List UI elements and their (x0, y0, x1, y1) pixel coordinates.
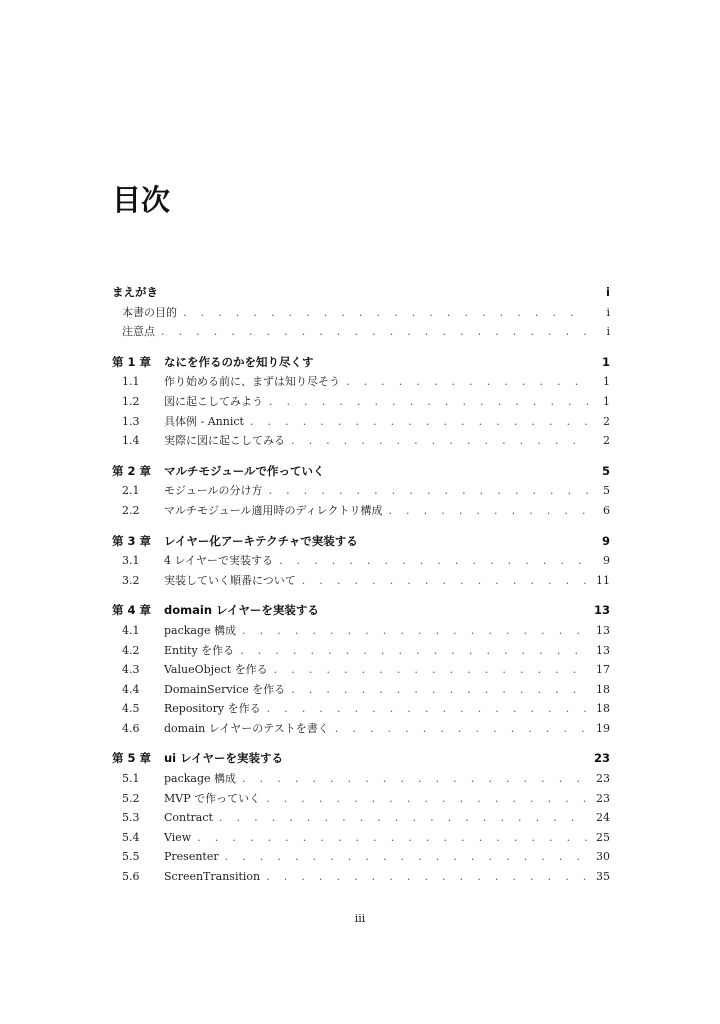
entry-page: 9 (603, 554, 610, 568)
entry-number: 4.4 (122, 682, 140, 696)
entry-title: Entity を作る (164, 643, 235, 657)
dot-leader (274, 660, 588, 680)
toc-section-row[interactable] (112, 392, 610, 412)
entry-page: i (606, 305, 610, 319)
toc-section-row[interactable] (112, 412, 610, 432)
toc-section-row[interactable] (112, 699, 610, 719)
entry-page: 23 (596, 791, 610, 805)
entry-number: 4.2 (122, 643, 140, 657)
entry-number: 4.5 (122, 702, 140, 716)
entry-title: 具体例 - Annict (164, 414, 244, 428)
entry-page: i (606, 325, 610, 339)
entry-number: 1.4 (122, 434, 140, 448)
entry-page: 2 (603, 414, 610, 428)
entry-title: 作り始める前に、まずは知り尽そう (164, 375, 340, 389)
entry-title: モジュールの分け方 (164, 484, 263, 498)
entry-title: domain レイヤーのテストを書く (164, 721, 329, 735)
entry-title: 4 レイヤーで実装する (164, 554, 273, 568)
dot-leader (291, 680, 588, 700)
entry-number: 4.1 (122, 623, 140, 637)
entry-page: 19 (596, 721, 610, 735)
toc-section-row[interactable] (112, 372, 610, 392)
entry-number: 2.1 (122, 484, 140, 498)
toc-section-row[interactable] (112, 481, 610, 501)
dot-leader (302, 571, 588, 591)
toc-chapter-row[interactable] (112, 532, 610, 552)
entry-page: 6 (603, 503, 610, 517)
entry-number: 3.2 (122, 573, 140, 587)
entry-page: 5 (601, 463, 610, 478)
toc-chapter-row[interactable] (112, 601, 610, 621)
entry-number: 5.4 (122, 830, 140, 844)
toc-section-row[interactable] (112, 828, 610, 848)
toc-chapter (112, 749, 610, 886)
entry-page: 2 (603, 434, 610, 448)
dot-leader (250, 412, 588, 432)
dot-leader (335, 719, 588, 739)
dot-leader (161, 322, 588, 342)
page-title: 目次 (112, 183, 171, 217)
toc-section-row[interactable] (112, 719, 610, 739)
dot-leader (266, 867, 588, 887)
entry-number: 1.3 (122, 414, 140, 428)
toc-section-row[interactable] (112, 847, 610, 867)
entry-number: 第 3 章 (112, 533, 152, 548)
entry-page: 23 (593, 751, 610, 766)
entry-title: 本書の目的 (122, 305, 177, 319)
entry-page: 13 (593, 603, 610, 618)
dot-leader (242, 769, 588, 789)
dot-leader (240, 641, 588, 661)
toc-section-row[interactable] (112, 641, 610, 661)
toc-section-row[interactable] (112, 808, 610, 828)
entry-title: package 構成 (164, 772, 237, 786)
toc-chapter-row[interactable] (112, 283, 610, 303)
dot-leader (183, 303, 588, 323)
page-number: iii (354, 912, 366, 925)
entry-title: ui レイヤーを実装する (164, 751, 284, 766)
entry-number: 第 1 章 (112, 354, 152, 369)
dot-leader (225, 847, 588, 867)
entry-title: なにを作るのかを知り尽くす (164, 354, 314, 369)
entry-title: MVP で作っていく (164, 791, 261, 805)
entry-title: 図に起こしてみよう (164, 394, 263, 408)
entry-page: 5 (603, 484, 610, 498)
entry-number: 第 4 章 (112, 603, 152, 618)
table-of-contents (112, 283, 610, 898)
entry-title: まえがき (112, 285, 158, 299)
entry-number: 4.6 (122, 721, 140, 735)
toc-section-row[interactable] (112, 431, 610, 451)
entry-title: Presenter (164, 850, 219, 864)
entry-page: 1 (601, 354, 610, 369)
toc-chapter (112, 601, 610, 738)
entry-number: 2.2 (122, 503, 140, 517)
toc-section-row[interactable] (112, 551, 610, 571)
dot-leader (269, 481, 588, 501)
toc-chapter (112, 532, 610, 591)
toc-section-row[interactable] (112, 571, 610, 591)
entry-title: マルチモジュール適用時のディレクトリ構成 (164, 503, 383, 517)
entry-title: View (164, 830, 192, 844)
dot-leader (279, 551, 588, 571)
entry-number: 3.1 (122, 554, 140, 568)
entry-number: 5.3 (122, 811, 140, 825)
entry-title: Contract (164, 811, 213, 825)
entry-page: 25 (596, 830, 610, 844)
entry-page: 13 (596, 623, 610, 637)
dot-leader (388, 501, 588, 521)
toc-section-row[interactable] (112, 769, 610, 789)
dot-leader (269, 392, 588, 412)
entry-page: 11 (596, 573, 610, 587)
entry-number: 5.1 (122, 772, 140, 786)
entry-page: 1 (603, 394, 610, 408)
entry-title: 注意点 (122, 325, 155, 339)
entry-title: 実装していく順番について (164, 573, 296, 587)
toc-chapter-row[interactable] (112, 749, 610, 769)
dot-leader (219, 808, 588, 828)
entry-page: 35 (596, 870, 610, 884)
dot-leader (266, 789, 588, 809)
entry-title: ScreenTransition (164, 870, 261, 884)
toc-chapter-row[interactable] (112, 353, 610, 373)
entry-title: domain レイヤーを実装する (164, 603, 319, 618)
toc-preface (112, 283, 610, 342)
entry-page: 13 (596, 643, 610, 657)
dot-leader (346, 372, 588, 392)
entry-number: 第 2 章 (112, 463, 152, 478)
entry-title: 実際に図に起こしてみる (164, 434, 285, 448)
toc-chapter (112, 353, 610, 451)
toc-chapter (112, 462, 610, 521)
toc-section-row[interactable] (112, 303, 610, 323)
entry-title: Repository を作る (164, 702, 261, 716)
entry-number: 1.1 (122, 375, 140, 389)
toc-chapter-row[interactable] (112, 462, 610, 482)
entry-title: レイヤー化アーキテクチャで実装する (164, 533, 358, 548)
toc-section-row[interactable] (112, 501, 610, 521)
entry-page: i (606, 285, 610, 299)
entry-number: 5.2 (122, 791, 140, 805)
dot-leader (267, 699, 588, 719)
entry-title: ValueObject を作る (164, 663, 268, 677)
entry-page: 1 (603, 375, 610, 389)
toc-section-row[interactable] (112, 621, 610, 641)
entry-number: 第 5 章 (112, 751, 152, 766)
entry-title: マルチモジュールで作っていく (164, 463, 325, 478)
entry-page: 30 (596, 850, 610, 864)
entry-number: 4.3 (122, 663, 140, 677)
entry-page: 18 (596, 702, 610, 716)
entry-title: package 構成 (164, 623, 237, 637)
entry-number: 1.2 (122, 394, 140, 408)
entry-page: 17 (596, 663, 610, 677)
toc-section-row[interactable] (112, 867, 610, 887)
entry-number: 5.5 (122, 850, 140, 864)
dot-leader (242, 621, 588, 641)
toc-section-row[interactable] (112, 322, 610, 342)
entry-page: 23 (596, 772, 610, 786)
dot-leader (197, 828, 588, 848)
toc-section-row[interactable] (112, 789, 610, 809)
dot-leader (291, 431, 588, 451)
entry-page: 24 (596, 811, 610, 825)
toc-section-row[interactable] (112, 680, 610, 700)
entry-number: 5.6 (122, 870, 140, 884)
entry-title: DomainService を作る (164, 682, 286, 696)
entry-page: 18 (596, 682, 610, 696)
entry-page: 9 (601, 533, 610, 548)
toc-section-row[interactable] (112, 660, 610, 680)
